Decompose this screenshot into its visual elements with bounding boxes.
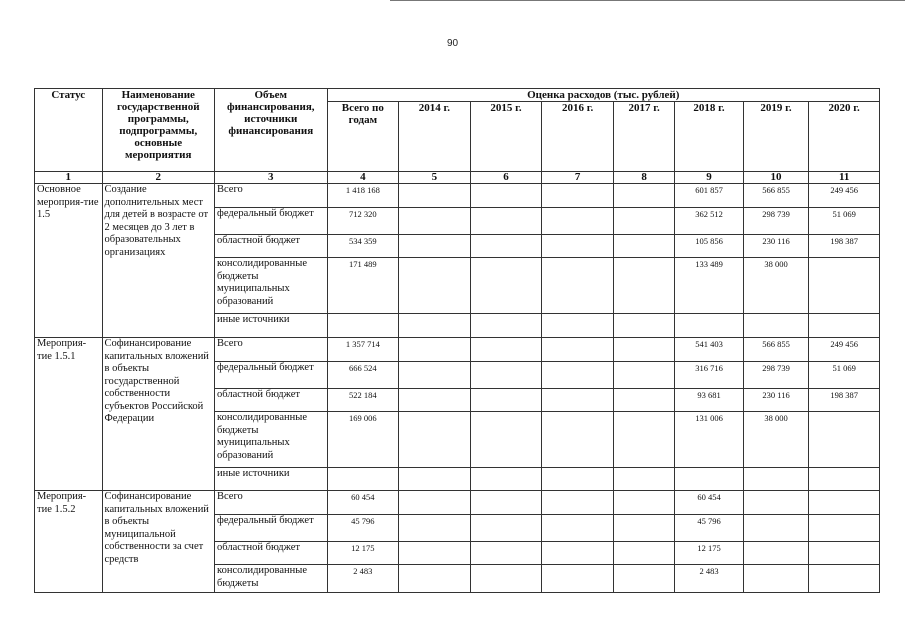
- value-cell: [470, 258, 542, 314]
- column-index: 4: [327, 172, 399, 184]
- source-cell: консолидированные бюджеты муниципальных образований: [215, 258, 328, 314]
- value-cell: [542, 362, 614, 389]
- value-cell: [470, 184, 542, 208]
- value-cell: [399, 314, 471, 338]
- column-index: 8: [613, 172, 674, 184]
- value-cell: 198 387: [809, 235, 880, 258]
- value-cell: 1 357 714: [327, 338, 399, 362]
- block-1-5-2: [35, 491, 880, 593]
- value-cell: [399, 235, 471, 258]
- value-cell: [470, 208, 542, 235]
- value-cell: 12 175: [675, 542, 744, 565]
- value-cell: [470, 565, 542, 593]
- value-cell: 1 418 168: [327, 184, 399, 208]
- value-cell: [542, 565, 614, 593]
- status-cell: Мероприя-тие 1.5.2: [35, 491, 103, 593]
- value-cell: [399, 491, 471, 515]
- value-cell: 362 512: [675, 208, 744, 235]
- value-cell: [743, 468, 808, 491]
- value-cell: [399, 184, 471, 208]
- value-cell: [399, 208, 471, 235]
- value-cell: [613, 412, 674, 468]
- value-cell: [675, 468, 744, 491]
- value-cell: [613, 515, 674, 542]
- value-cell: 93 681: [675, 389, 744, 412]
- header-volume: Объем финансирования, источники финансирования: [215, 89, 328, 172]
- header-year: 2016 г.: [542, 102, 614, 172]
- header-year: 2020 г.: [809, 102, 880, 172]
- value-cell: 666 524: [327, 362, 399, 389]
- value-cell: [613, 208, 674, 235]
- value-cell: [809, 258, 880, 314]
- value-cell: [809, 542, 880, 565]
- value-cell: 38 000: [743, 258, 808, 314]
- value-cell: 2 483: [327, 565, 399, 593]
- expenditure-table: [34, 88, 880, 593]
- value-cell: [470, 491, 542, 515]
- value-cell: [399, 389, 471, 412]
- column-index: 6: [470, 172, 542, 184]
- value-cell: 566 855: [743, 184, 808, 208]
- value-cell: [809, 565, 880, 593]
- value-cell: 51 069: [809, 208, 880, 235]
- source-cell: областной бюджет: [215, 542, 328, 565]
- value-cell: [613, 314, 674, 338]
- status-cell: Мероприя-тие 1.5.1: [35, 338, 103, 491]
- value-cell: [613, 235, 674, 258]
- source-cell: федеральный бюджет: [215, 208, 328, 235]
- value-cell: 249 456: [809, 338, 880, 362]
- header-program-name: Наименование государственной программы, подпрограммы, основные мероприятия: [102, 89, 215, 172]
- column-index: 10: [743, 172, 808, 184]
- value-cell: [470, 412, 542, 468]
- source-cell: федеральный бюджет: [215, 362, 328, 389]
- page-number: 90: [446, 38, 459, 49]
- value-cell: [470, 389, 542, 412]
- value-cell: 60 454: [675, 491, 744, 515]
- value-cell: [809, 314, 880, 338]
- value-cell: [542, 208, 614, 235]
- value-cell: [542, 258, 614, 314]
- column-index: 7: [542, 172, 614, 184]
- source-cell: федеральный бюджет: [215, 515, 328, 542]
- source-cell: Всего: [215, 338, 328, 362]
- value-cell: [470, 338, 542, 362]
- value-cell: 541 403: [675, 338, 744, 362]
- value-cell: 712 320: [327, 208, 399, 235]
- value-cell: [613, 542, 674, 565]
- source-cell: Всего: [215, 491, 328, 515]
- value-cell: [399, 258, 471, 314]
- value-cell: [613, 362, 674, 389]
- block-1-5-1: [35, 338, 880, 491]
- value-cell: 316 716: [675, 362, 744, 389]
- value-cell: [613, 468, 674, 491]
- value-cell: [542, 389, 614, 412]
- column-index: 2: [102, 172, 215, 184]
- value-cell: 2 483: [675, 565, 744, 593]
- value-cell: [542, 338, 614, 362]
- value-cell: 105 856: [675, 235, 744, 258]
- value-cell: 230 116: [743, 235, 808, 258]
- value-cell: [470, 314, 542, 338]
- value-cell: 522 184: [327, 389, 399, 412]
- value-cell: [542, 184, 614, 208]
- value-cell: 566 855: [743, 338, 808, 362]
- value-cell: [613, 491, 674, 515]
- value-cell: [743, 515, 808, 542]
- header-estimate: Оценка расходов (тыс. рублей): [327, 89, 879, 102]
- value-cell: [809, 468, 880, 491]
- value-cell: [675, 314, 744, 338]
- value-cell: [399, 412, 471, 468]
- value-cell: 298 739: [743, 362, 808, 389]
- value-cell: [613, 184, 674, 208]
- value-cell: [542, 515, 614, 542]
- value-cell: [399, 468, 471, 491]
- value-cell: [327, 314, 399, 338]
- column-index-row: [35, 172, 880, 184]
- value-cell: [613, 338, 674, 362]
- value-cell: [613, 258, 674, 314]
- block-1-5: [35, 184, 880, 338]
- value-cell: [743, 491, 808, 515]
- source-cell: иные источники: [215, 468, 328, 491]
- value-cell: [470, 235, 542, 258]
- value-cell: [743, 542, 808, 565]
- column-index: 1: [35, 172, 103, 184]
- value-cell: [542, 314, 614, 338]
- value-cell: 198 387: [809, 389, 880, 412]
- value-cell: 601 857: [675, 184, 744, 208]
- column-index: 9: [675, 172, 744, 184]
- value-cell: [542, 542, 614, 565]
- program-name-cell: Софинансирование капитальных вложений в объекты государственной собственности субъектов Российской Федерации: [102, 338, 215, 491]
- value-cell: 60 454: [327, 491, 399, 515]
- table-row: [35, 184, 880, 208]
- source-cell: областной бюджет: [215, 235, 328, 258]
- value-cell: [399, 542, 471, 565]
- header-year: 2015 г.: [470, 102, 542, 172]
- column-index: 11: [809, 172, 880, 184]
- value-cell: 45 796: [327, 515, 399, 542]
- value-cell: [542, 491, 614, 515]
- table-row: [35, 491, 880, 515]
- value-cell: [743, 565, 808, 593]
- value-cell: [613, 389, 674, 412]
- value-cell: 133 489: [675, 258, 744, 314]
- value-cell: [809, 491, 880, 515]
- value-cell: [399, 565, 471, 593]
- header-total: Всего по годам: [327, 102, 399, 172]
- value-cell: [327, 468, 399, 491]
- column-index: 5: [399, 172, 471, 184]
- source-cell: консолидированные бюджеты: [215, 565, 328, 593]
- column-index: 3: [215, 172, 328, 184]
- header-year: 2017 г.: [613, 102, 674, 172]
- value-cell: 298 739: [743, 208, 808, 235]
- value-cell: 534 359: [327, 235, 399, 258]
- value-cell: 12 175: [327, 542, 399, 565]
- source-cell: иные источники: [215, 314, 328, 338]
- value-cell: [809, 515, 880, 542]
- top-rule: [390, 0, 905, 1]
- value-cell: [613, 565, 674, 593]
- value-cell: [542, 468, 614, 491]
- header-year: 2018 г.: [675, 102, 744, 172]
- value-cell: [399, 338, 471, 362]
- value-cell: [470, 362, 542, 389]
- value-cell: 131 006: [675, 412, 744, 468]
- value-cell: 249 456: [809, 184, 880, 208]
- table-row: [35, 338, 880, 362]
- program-name-cell: Софинансирование капитальных вложений в объекты муниципальной собственности за счет средств: [102, 491, 215, 593]
- value-cell: [470, 468, 542, 491]
- value-cell: 171 489: [327, 258, 399, 314]
- value-cell: 38 000: [743, 412, 808, 468]
- source-cell: консолидированные бюджеты муниципальных образований: [215, 412, 328, 468]
- value-cell: 169 006: [327, 412, 399, 468]
- value-cell: 230 116: [743, 389, 808, 412]
- value-cell: [542, 412, 614, 468]
- value-cell: [399, 515, 471, 542]
- header-status: Статус: [35, 89, 103, 172]
- value-cell: [809, 412, 880, 468]
- value-cell: [743, 314, 808, 338]
- status-cell: Основное мероприя-тие 1.5: [35, 184, 103, 338]
- source-cell: областной бюджет: [215, 389, 328, 412]
- header-year: 2014 г.: [399, 102, 471, 172]
- program-name-cell: Создание дополнительных мест для детей в возрасте от 2 месяцев до 3 лет в образовательных организациях: [102, 184, 215, 338]
- source-cell: Всего: [215, 184, 328, 208]
- value-cell: [470, 542, 542, 565]
- value-cell: 45 796: [675, 515, 744, 542]
- value-cell: [470, 515, 542, 542]
- header-year: 2019 г.: [743, 102, 808, 172]
- value-cell: [399, 362, 471, 389]
- value-cell: [542, 235, 614, 258]
- value-cell: 51 069: [809, 362, 880, 389]
